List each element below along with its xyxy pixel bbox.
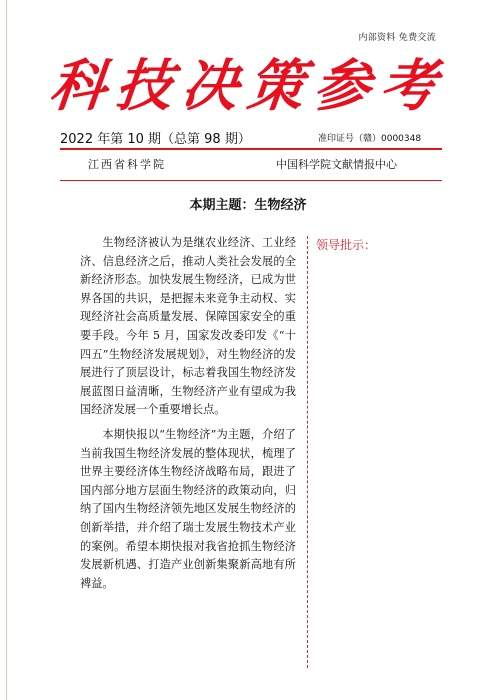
- publisher-left: 江西省科学院: [88, 158, 166, 171]
- masthead-title: 科技决策参考: [46, 53, 450, 119]
- print-permit-number: 准印证号（赣）0000348: [318, 134, 422, 144]
- issue-number: 2022 年第 10 期（总第 98 期）: [60, 132, 251, 147]
- issue-theme: 本期主题：生物经济: [189, 198, 307, 213]
- paragraph: 生物经济被认为是继农业经济、工业经济、信息经济之后，推动人类社会发展的全新经济形态。加快发展生物经济，已成为世界各国的共识，是把握未来竞争主动权、实现经济社会高质量发展、保障国家安全的重要手段。今年 5 月，国家发改委印发《“十四五”生物经济发展规划》，对生物经济的发展进行了顶层设计，标志着我国生物经济发展蓝图日益清晰，生物经济产业有望成为我国经济发展一个重要增长点。: [80, 236, 296, 417]
- distribution-note: 内部资料 免费交流: [358, 33, 436, 43]
- leader-comment-label: 领导批示：: [316, 238, 377, 252]
- header-rule-top: [60, 148, 442, 150]
- paragraph: 本期快报以“生物经济”为主题，介绍了当前我国生物经济发展的整体现状，梳理了世界主要经济体生物经济战略布局，跟进了国内部分地方层面生物经济的政策动向，归纳了国内生物经济领先地区发展生物经济的创新举措，并介绍了瑞士发展生物技术产业的案例。希望本期快报对我省抢抓生物经济发展新机遇、打造产业创新集聚新高地有所裨益。: [80, 427, 296, 590]
- publisher-right: 中国科学院文献情报中心: [276, 158, 397, 171]
- body-text: [80, 234, 296, 593]
- column-divider: [307, 236, 308, 668]
- header-rule-bottom: [60, 180, 442, 181]
